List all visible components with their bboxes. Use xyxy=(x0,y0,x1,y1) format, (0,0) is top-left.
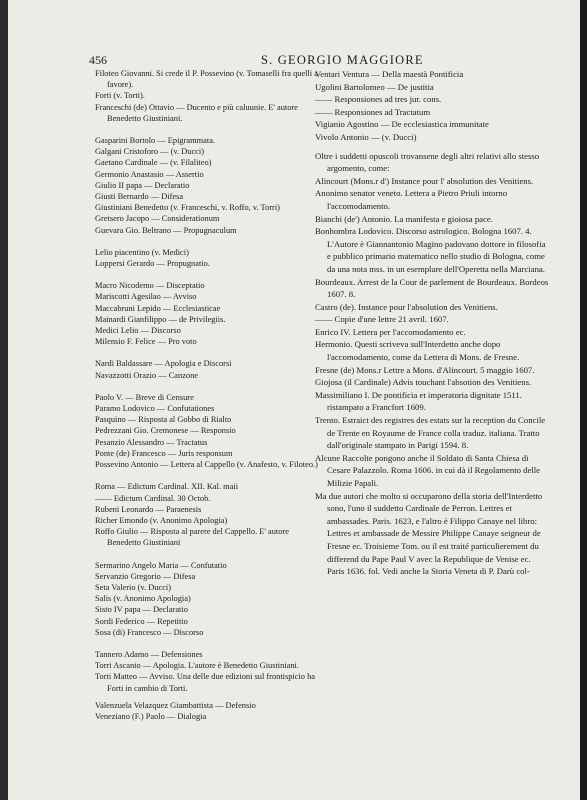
entry: —— Responsiones ad Tractatum xyxy=(315,106,431,117)
entry: Sermarino Angelo Maria — Confutatio xyxy=(95,560,227,570)
entry: Mariscotti Agesilao — Avviso xyxy=(95,292,197,302)
entry: Seta Valerio (v. Ducci) xyxy=(95,582,172,592)
running-title: S. GEORGIO MAGGIORE xyxy=(261,53,424,67)
right-column xyxy=(315,68,549,578)
entry: Rubeni Leonardo — Paraenesis xyxy=(95,504,202,514)
entry: Gasparini Bortolo — Epigrammata. xyxy=(95,136,216,146)
entry: Paramo Lodovico — Confutationes xyxy=(95,404,215,414)
entry: Navazzotti Orazio — Canzone xyxy=(95,370,199,380)
entry: Richer Emondo (v. Anonimo Apologia) xyxy=(95,515,228,525)
entry: Forti (v. Torti). xyxy=(95,91,145,101)
left-column xyxy=(95,68,324,722)
entry: Ugolini Bartolomeo — De justitia xyxy=(315,81,434,92)
entry: Gaetano Cardinale — (v. Filaliteo) xyxy=(95,158,212,168)
entry: Sordi Federico — Repetitio xyxy=(95,616,188,626)
entry: Lelio piacentino (v. Medici) xyxy=(95,247,189,257)
entry: Giojosa (il Cardinale) Advis touchant l'absotion des Venitiens. xyxy=(315,377,532,388)
entry: Enrico IV. Lettera per l'accomodamento ec. xyxy=(315,326,466,337)
entry: Fresne (de) Mons.r Lettre a Mons. d'Alincourt. 5 maggio 1607. xyxy=(315,364,535,375)
entry: Germonio Anastasio — Assertio xyxy=(95,169,204,179)
entry: Roma — Edictum Cardinal. XII. Kal. maii xyxy=(95,482,239,492)
entry: Bourdeaux. Arrest de la Cour de parlement de Bourdeaux. Bordeos 1607. 8. xyxy=(315,276,549,300)
entry: Maccabruni Lepido — Ecclesiasticae xyxy=(95,303,221,313)
page-header xyxy=(89,53,549,67)
entry: Sosa (di) Francesco — Discorso xyxy=(95,627,204,637)
entry: Nardi Baldassare — Apologia e Discorsi xyxy=(95,359,232,369)
entry: Pesanzio Alessandro — Tractatus xyxy=(95,437,208,447)
entry: Salis (v. Anonimo Apologia) xyxy=(95,594,191,604)
entry: Ponte (de) Francesco — Juris responsum xyxy=(95,448,233,458)
entry: —— Responsiones ad tres jur. cons. xyxy=(315,94,442,105)
entry: Alcune Raccolte pongono anche il Soldato di Santa Chiesa di Cesare Palazzolo. Roma 1606. in cui dà il Regolamento delle Milizie Papali. xyxy=(315,452,541,488)
scan-edge xyxy=(580,0,587,800)
entry: Massimiliano I. De pontificia et imperatoria dignitate 1511. ristampato a Francfort 1609. xyxy=(315,389,522,413)
entry: Veneziano (F.) Paolo — Dialogia xyxy=(95,711,207,721)
entry: Alincourt (Mons.r d') Instance pour l' absolution des Venitiens. xyxy=(315,175,534,186)
entry: Mainardi Gianfilippo — de Privilegiis. xyxy=(95,314,226,324)
entry: Castro (de). Instance pour l'absolution des Venitiens. xyxy=(315,301,498,312)
entry: Roffo Giulio — Risposta al parere del Cappello. E' autore Benedetto Giustiniani xyxy=(95,527,289,548)
entry: Giusti Bernardo — Difesa xyxy=(95,192,184,202)
entry: Loppersi Gerardo — Propugnatio. xyxy=(95,259,210,269)
entry: Galgani Cristoforo — (v. Ducci) xyxy=(95,147,205,157)
entry: Possevino Antonio — Lettera al Cappello (v. Anafesto, v. Filoteo.) xyxy=(95,460,318,470)
entry: Ma due autori che molto si occuparono della storia dell'Interdetto sono, l'uno il suddetto Cardinale de Perron. Lettres et ambassades. Paris. 1623, e l'altro è Filippo Canaye nel libro: Lettres et ambassade de Messire Philippe Canaye seigneur de Fresne ec. Troisieme Tom. ou il est traité particulierement du differend du Pape Paul V avec la Republique de Venise ec. Paris 1636. fol. Vedi anche la Storia Veneta di P. Darù col- xyxy=(315,490,543,577)
entry: Bianchi (de') Antonio. La manifesta e gioiosa pace. xyxy=(315,213,493,224)
entry: Tannero Adamo — Defensiones xyxy=(95,649,203,659)
entry: Filoteo Giovanni. Si crede il P. Possevino (v. Tomaselli fra quelli a favore). xyxy=(95,69,318,90)
entry: Valenzuela Velazquez Giambattista — Defensio xyxy=(95,700,256,710)
entry: Hermonio. Questi scriveva sull'Interdetto anche dopo l'accomodamento, come da Lettera di Mons. de Fresne. xyxy=(315,339,520,363)
entry: Vivolo Antonio — (v. Ducci) xyxy=(315,131,417,142)
entry: Giustiniani Benedetto (v. Franceschi, v. Roffo, v. Torri) xyxy=(95,203,280,213)
entry: Medici Lelio — Discorso xyxy=(95,326,181,336)
entry: Torti Matteo — Avviso. Una delle due edizioni sul frontispicio ha Forti in cambio di Torti. xyxy=(95,672,315,693)
entry: —— Copie d'une lettre 21 avril. 1607. xyxy=(315,314,449,325)
intro-paragraph: Oltre i suddetti opuscoli trovansene degli altri relativi allo stesso argomento, come: xyxy=(315,150,540,174)
entry: Paolo V. — Breve di Censure xyxy=(95,392,194,402)
entry: —— Edictum Cardinal. 30 Octob. xyxy=(95,493,211,503)
entry: Sisto IV papa — Declaratio xyxy=(95,605,188,615)
entry: Servanzio Gregorio — Difesa xyxy=(95,571,196,581)
entry: Anonimo senator veneto. Lettera a Pietro Priuli intorno l'accomodamento. xyxy=(315,188,508,211)
entry: Gretsero Jacopo — Considerationum xyxy=(95,214,220,224)
page-number: 456 xyxy=(89,53,107,67)
entry: Franceschi (de) Ottavio — Ducento e più caluunie. E' autore Benedetto Giustiniani. xyxy=(95,102,298,123)
entry: Pasquino — Risposta al Gobbo di Rialto xyxy=(95,415,232,425)
entry: Macro Nicodemo — Disceptatio xyxy=(95,281,205,291)
entry: Milensio F. Felice — Pro voto xyxy=(95,337,197,347)
entry: Torri Ascanio — Apologia. L'autore è Benedetto Giustiniani. xyxy=(95,661,299,671)
book-page xyxy=(8,0,580,800)
entry: Vigianio Agostino — De ecclesiastica immunitate xyxy=(315,119,489,130)
entry: Ventari Ventura — Della maestà Pontificia xyxy=(315,69,464,79)
entry: Trento. Estraict des registres des estats sur la reception du Concile de Trente en Royaume de France colla traduz. italiana. Tratto dall'originale stampato in Parigi 1594. 8. xyxy=(315,415,546,451)
entry: Bonhombra Lodovico. Discorso astrologico. Bologna 1607. 4. L'Autore è Giannantonio Magino padovano dottore in filosofia e pubblico primario matematico nello studio di Bologna, come da una nota mss. in un esemplare dell'Operetta nella Marciana. xyxy=(315,226,546,274)
entry: Guevara Gio. Beltrano — Propugnaculum xyxy=(95,225,237,235)
entry: Giulio II papa — Declaratio xyxy=(95,180,190,190)
entry: Pedrezzani Gio. Cremonese — Responsio xyxy=(95,426,236,436)
